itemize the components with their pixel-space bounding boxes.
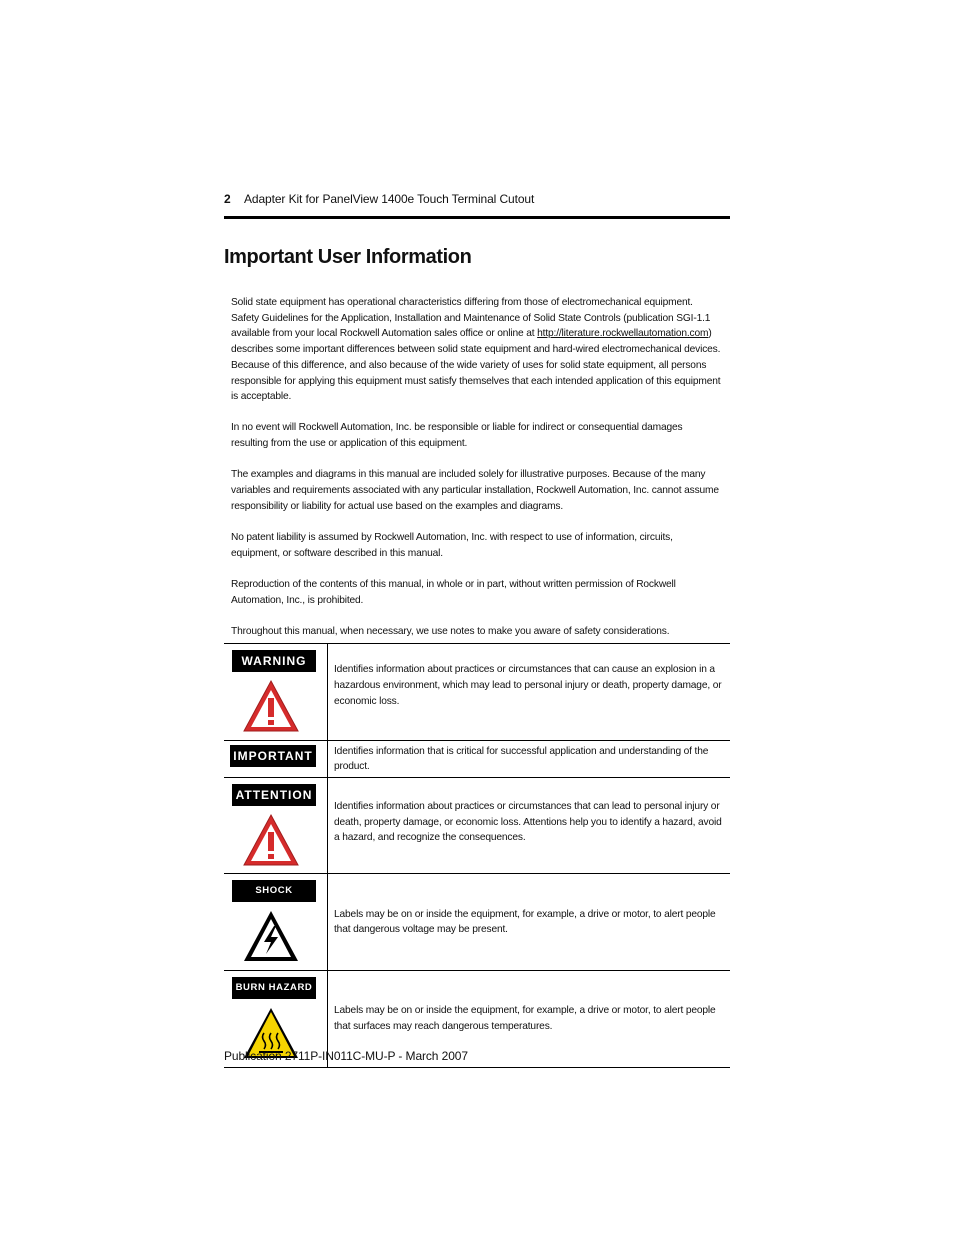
burn-hazard-text: Labels may be on or inside the equipment, for example, a drive or motor, to alert people that surfaces may reach dangerous temperatures. (334, 1005, 716, 1032)
page-number: 2 (224, 192, 231, 206)
warning-text: Identifies information about practices or circumstances that can cause an explosion in a hazardous environment, which may lead to personal injury or death, property damage, or economic loss. (334, 664, 722, 707)
shock-hazard-badge: SHOCK HAZARD (232, 880, 316, 902)
paragraph-examples: The examples and diagrams in this manual are included solely for illustrative purposes. Because of the many variables and requirements associated with any particular installation, Rockwell Automation, Inc. cannot assume responsibility or liability for actual use based on the examples and diagrams. (231, 469, 719, 512)
shock-hazard-text: Labels may be on or inside the equipment, for example, a drive or motor, to alert people that dangerous voltage may be present. (334, 908, 716, 936)
attention-badge: ATTENTION (232, 784, 316, 806)
running-header (224, 192, 730, 219)
burn-hazard-badge: BURN HAZARD (232, 977, 316, 999)
important-text: Identifies information that is critical for successful application and understanding of the product. (334, 745, 709, 773)
note-row-attention (224, 777, 730, 874)
safety-notes-table (224, 643, 730, 1068)
note-row-important (224, 740, 730, 777)
shock-hazard-icon (242, 908, 300, 964)
note-row-shock-hazard (224, 874, 730, 971)
page-title: Important User Information (224, 246, 472, 268)
paragraph-solid-state: Solid state equipment has operational characteristics differing from those of electromechanical equipment. Safety Guidelines for the Application, Installation and Maintenance of Solid State Controls (publication SGI-1.1 available from your local Rockwell Automation sales office or online at http://literature.rockwellautomation.com) describes some important differences between solid state equipment and hard-wired electromechanical devices. Because of this difference, and also because of the wide variety of uses for solid state equipment, all persons responsible for applying this equipment must satisfy themselves that each intended application of this equipment is acceptable. (231, 297, 721, 403)
attention-text: Identifies information about practices or circumstances that can lead to personal injury or death, property damage, or economic loss. Attentions help you to identify a hazard, avoid a hazard, and recognize the consequences. (334, 801, 722, 844)
paragraph-patent: No patent liability is assumed by Rockwell Automation, Inc. with respect to use of information, circuits, equipment, or software described in this manual. (231, 531, 673, 559)
literature-link[interactable]: http://literature.rockwellautomation.com (537, 328, 709, 340)
warning-triangle-icon (242, 678, 300, 734)
paragraph-reproduction: Reproduction of the contents of this manual, in whole or in part, without written permission of Rockwell Automation, Inc., is prohibited. (231, 578, 676, 606)
attention-triangle-icon (242, 812, 300, 868)
note-row-warning (224, 644, 730, 741)
warning-badge: WARNING (232, 650, 316, 672)
paragraph-notes-intro: Throughout this manual, when necessary, we use notes to make you aware of safety considerations. (231, 625, 670, 637)
publication-footer: Publication 2711P-IN011C-MU-P - March 2007 (224, 1049, 468, 1063)
paragraph-liability: In no event will Rockwell Automation, Inc. be responsible or liable for indirect or consequential damages resulting from the use or application of this equipment. (231, 422, 683, 450)
running-title: Adapter Kit for PanelView 1400e Touch Terminal Cutout (244, 192, 535, 206)
important-badge: IMPORTANT (230, 745, 316, 767)
body-text (231, 295, 721, 655)
